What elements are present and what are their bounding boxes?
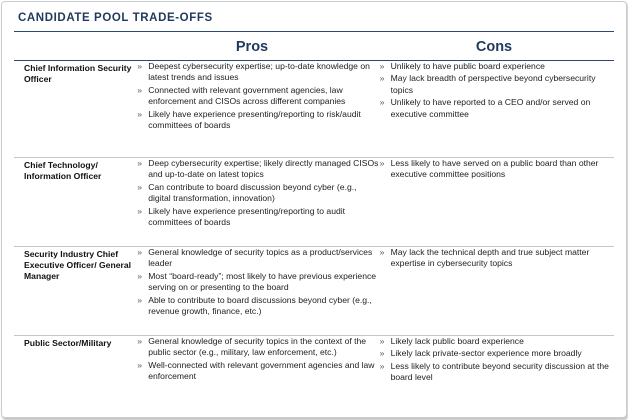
- cons-item: » Likely lack private-sector experience more broadly: [379, 348, 582, 359]
- cons-list: [380, 158, 614, 229]
- figure-title: CANDIDATE POOL TRADE-OFFS: [18, 12, 213, 24]
- bullet-icon: »: [137, 61, 143, 71]
- bullet-icon: »: [137, 247, 143, 257]
- title-rule: [14, 31, 614, 32]
- bullet-icon: »: [137, 205, 143, 216]
- pros-header: Pros: [235, 39, 269, 55]
- bullet-icon: »: [379, 61, 385, 71]
- pros-item: » Connected with relevant government agencies, law enforcement and CISOs across different companies: [137, 84, 346, 107]
- bullet-icon: »: [379, 158, 385, 168]
- cons-item: » Less likely to contribute beyond security discussion at the board level: [379, 360, 609, 383]
- role-label: Public Sector/Military: [24, 338, 112, 348]
- pros-list: [137, 61, 379, 132]
- pros-item: » Deepest cybersecurity expertise; up-to-date knowledge on latest trends and issues: [137, 61, 370, 83]
- bullet-icon: »: [137, 108, 143, 119]
- table-row-ciso: [14, 60, 614, 157]
- cons-list: [380, 61, 614, 132]
- bullet-icon: »: [137, 294, 143, 305]
- role-label: Chief Information Security Officer: [24, 63, 132, 84]
- role-label: Chief Technology/ Information Officer: [24, 160, 102, 181]
- role-label: Security Industry Chief Executive Officer/ General Manager: [24, 249, 131, 281]
- pros-item: » General knowledge of security topics as a product/services leader: [137, 247, 373, 269]
- pros-item: » Likely have experience presenting/reporting to risk/audit committees of boards: [137, 108, 361, 131]
- pros-list: [137, 158, 379, 229]
- cons-header: Cons: [475, 39, 513, 55]
- bullet-icon: »: [137, 270, 143, 281]
- table-row-cto-cio: [14, 157, 614, 246]
- pros-list: [137, 247, 379, 318]
- bullet-icon: »: [379, 348, 385, 359]
- cons-item: » Unlikely to have public board experience: [379, 61, 545, 71]
- pros-list: [137, 336, 379, 385]
- bullet-icon: »: [379, 360, 385, 371]
- bullet-icon: »: [137, 181, 143, 192]
- bullet-icon: »: [137, 359, 143, 370]
- bullet-icon: »: [137, 84, 143, 95]
- figure-panel: [1, 1, 627, 418]
- pros-item: » Deep cybersecurity expertise; likely directly managed CISOs and up-to-date on latest topics: [137, 158, 379, 180]
- table-row-security-ceo: [14, 246, 614, 335]
- tradeoffs-table: [14, 60, 614, 416]
- pros-item: » Well-connected with relevant government agencies and law enforcement: [137, 359, 375, 382]
- cons-item: » May lack breadth of perspective beyond cybersecurity topics: [379, 73, 596, 95]
- cons-item: » Likely lack public board experience: [379, 336, 524, 346]
- cons-item: » Less likely to have served on a public board than other executive committee positions: [379, 158, 599, 180]
- bullet-icon: »: [137, 336, 143, 346]
- cons-list: [380, 336, 614, 385]
- pros-item: » General knowledge of security topics in the context of the public sector (e.g., military, law enforcement, etc.): [137, 336, 367, 358]
- pros-item: » Most “board-ready”; most likely to have previous experience serving on or presenting to the board: [137, 270, 377, 293]
- cons-item: » May lack the technical depth and true subject matter expertise in cybersecurity topics: [379, 247, 590, 269]
- pros-item: » Can contribute to board discussion beyond cyber (e.g., digital transformation, innovation): [137, 181, 357, 204]
- pros-item: » Likely have experience presenting/reporting to audit committees of boards: [137, 205, 346, 228]
- table-row-public-sector: [14, 335, 614, 416]
- bullet-icon: »: [137, 158, 143, 168]
- pros-item: » Able to contribute to board discussions beyond cyber (e.g., revenue growth, finance, etc.): [137, 294, 372, 317]
- bullet-icon: »: [379, 73, 385, 84]
- cons-list: [380, 247, 614, 318]
- bullet-icon: »: [379, 336, 385, 346]
- cons-item: » Unlikely to have reported to a CEO and/or served on executive committee: [379, 97, 591, 119]
- bullet-icon: »: [379, 97, 385, 108]
- bullet-icon: »: [379, 247, 385, 257]
